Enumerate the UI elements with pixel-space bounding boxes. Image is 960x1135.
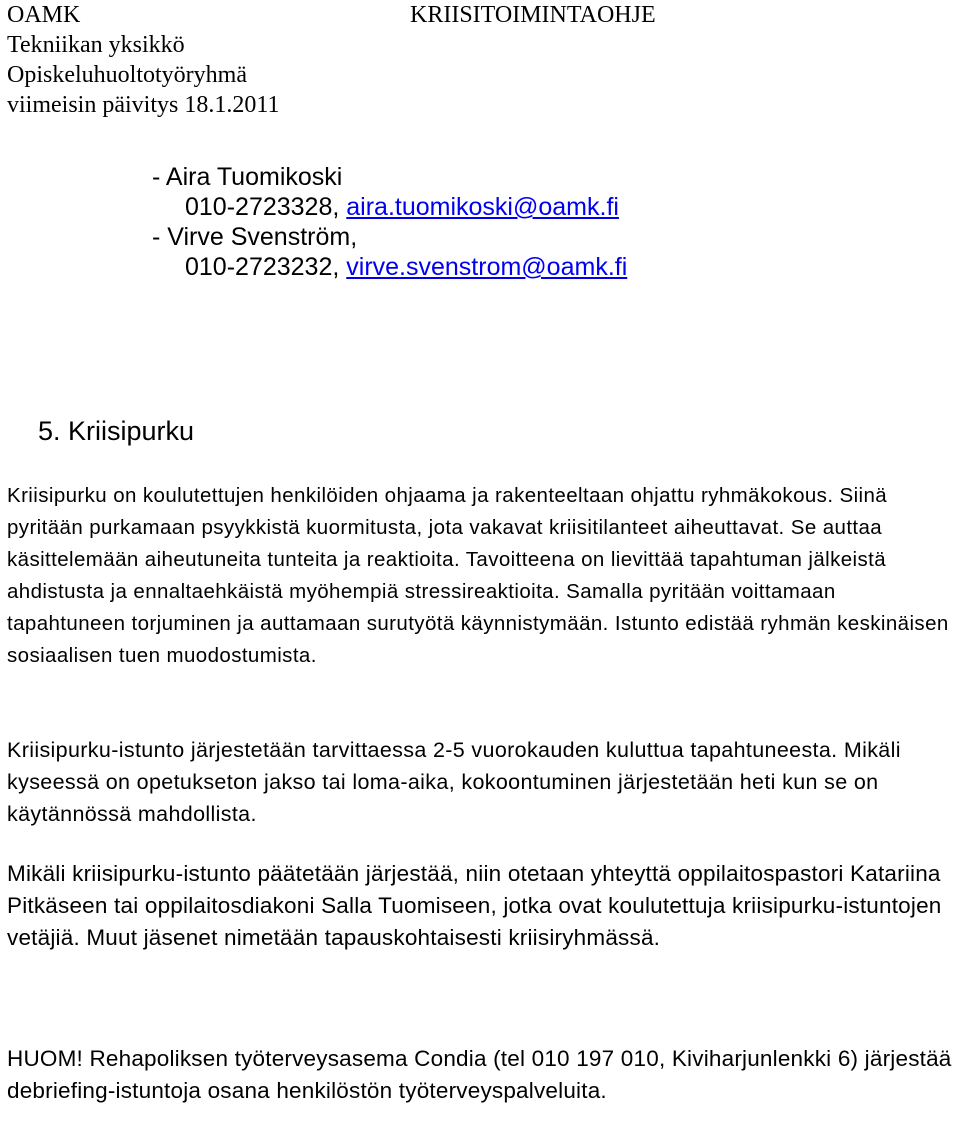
paragraph-note: HUOM! Rehapoliksen työterveysasema Condia (tel 010 197 010, Kiviharjunlenkki 6) järjestää debriefing-istuntoja osana henkilöstön työterveyspalveluita. (7, 1046, 952, 1103)
paragraph-contact: Mikäli kriisipurku-istunto päätetään järjestää, niin otetaan yhteyttä oppilaitospastori Katariina Pitkäseen tai oppilaitosdiakoni Salla Tuomiseen, jotka ovat koulutettuja kriisipurku-istuntojen vetäjiä. Muut jäsenet nimetään tapauskohtaisesti kriisiryhmässä. (7, 861, 942, 950)
unit-name: Tekniikan yksikkö (7, 32, 185, 58)
last-updated: viimeisin päivitys 18.1.2011 (7, 92, 280, 118)
group-name: Opiskeluhuoltotyöryhmä (7, 62, 247, 88)
section-heading: 5. Kriisipurku (38, 416, 195, 446)
contact-phone: 010-2723232, (185, 253, 347, 281)
document-title: KRIISITOIMINTAOHJE (410, 2, 656, 28)
contact-name: - Aira Tuomikoski (152, 163, 343, 191)
contact-name: - Virve Svenström, (152, 223, 358, 251)
contact-details (152, 252, 627, 282)
contact-details (152, 192, 627, 222)
contact-email-link[interactable]: aira.tuomikoski@oamk.fi (346, 193, 619, 221)
contact-list (152, 162, 627, 282)
organization-name: OAMK (7, 2, 81, 28)
paragraph-purpose: Kriisipurku on koulutettujen henkilöiden ohjaama ja rakenteeltaan ohjattu ryhmäkokous. Siinä pyritään purkamaan psyykkistä kuormitusta, jota vakavat kriisitilanteet aiheuttavat. Se auttaa käsittelemään aiheutuneita tunteita ja reaktioita. Tavoitteena on lievittää tapahtuman jälkeistä ahdistusta ja ennaltaehkäistä myöhempiä stressireaktioita. Samalla pyritään voittamaan tapahtuneen torjuminen ja auttamaan surutyötä käynnistymään. Istunto edistää ryhmän keskinäisen sosiaalisen tuen muodostumista. (7, 484, 949, 667)
paragraph-timing: Kriisipurku-istunto järjestetään tarvittaessa 2-5 vuorokauden kuluttua tapahtuneesta. Mikäli kyseessä on opetukseton jakso tai loma-aika, kokoontuminen järjestetään heti kun se on käytännössä mahdollista. (7, 738, 901, 826)
contact-phone: 010-2723328, (185, 193, 347, 221)
contact-email-link[interactable]: virve.svenstrom@oamk.fi (346, 253, 628, 281)
